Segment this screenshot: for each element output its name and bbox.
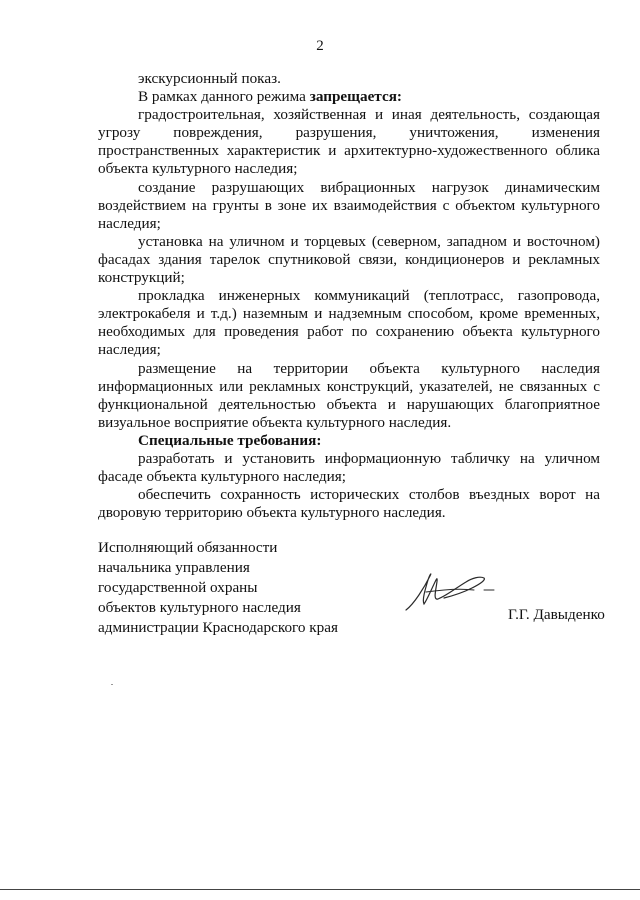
paragraph: обеспечить сохранность исторических столбов въездных ворот на дворовую территорию объекта культурного наследия. xyxy=(98,486,600,522)
prohibited-label: запрещается: xyxy=(309,88,402,106)
signer-title-line: объектов культурного наследия xyxy=(98,599,301,616)
signature-title-block xyxy=(98,538,338,638)
paragraph: создание разрушающих вибрационных нагрузок динамическим воздействием на грунты в зоне их взаимодействия с объектом культурного наследия; xyxy=(98,178,600,232)
footer-rule xyxy=(0,889,640,890)
paragraph: размещение на территории объекта культурного наследия информационных или рекламных конструкций, указателей, не связанных с функциональной деятельностью объекта и нарушающих благоприятное визуальное восприятие объекта культурного наследия. xyxy=(98,359,600,431)
paragraph: экскурсионный показ. xyxy=(138,70,281,87)
page-number: 2 xyxy=(316,38,324,54)
document-body xyxy=(98,70,600,522)
signer-title-line: администрации Краснодарского края xyxy=(98,619,338,636)
signer-title-line: государственной охраны xyxy=(98,579,258,596)
signer-title-line: Исполняющий обязанности xyxy=(98,539,278,556)
paragraph-prefix: В рамках данного режима xyxy=(138,88,310,106)
handwritten-signature xyxy=(400,566,500,616)
paragraph: установка на уличном и торцевых (северном, западном и восточном) фасадах здания тарелок спутниковой связи, кондиционеров и рекламных конструкций; xyxy=(98,232,600,287)
signer-title-line: начальника управления xyxy=(98,559,250,576)
special-requirements-heading: Специальные требования: xyxy=(138,431,322,449)
paragraph-prohibited-heading xyxy=(98,88,600,106)
scan-speck xyxy=(111,684,113,685)
paragraph: градостроительная, хозяйственная и иная деятельность, создающая угрозу повреждения, разрушения, уничтожения, изменения пространственных характеристик и архитектурно-художественного облика объекта культурного наследия; xyxy=(98,106,600,178)
paragraph: прокладка инженерных коммуникаций (теплотрасс, газопровода, электрокабеля и т.д.) наземным и надземным способом, кроме временных, необходимых для проведения работ по сохранению объекта культурного наследия; xyxy=(98,287,600,359)
signer-name: Г.Г. Давыденко xyxy=(508,606,605,623)
paragraph: разработать и установить информационную табличку на уличном фасаде объекта культурного наследия; xyxy=(98,449,600,486)
